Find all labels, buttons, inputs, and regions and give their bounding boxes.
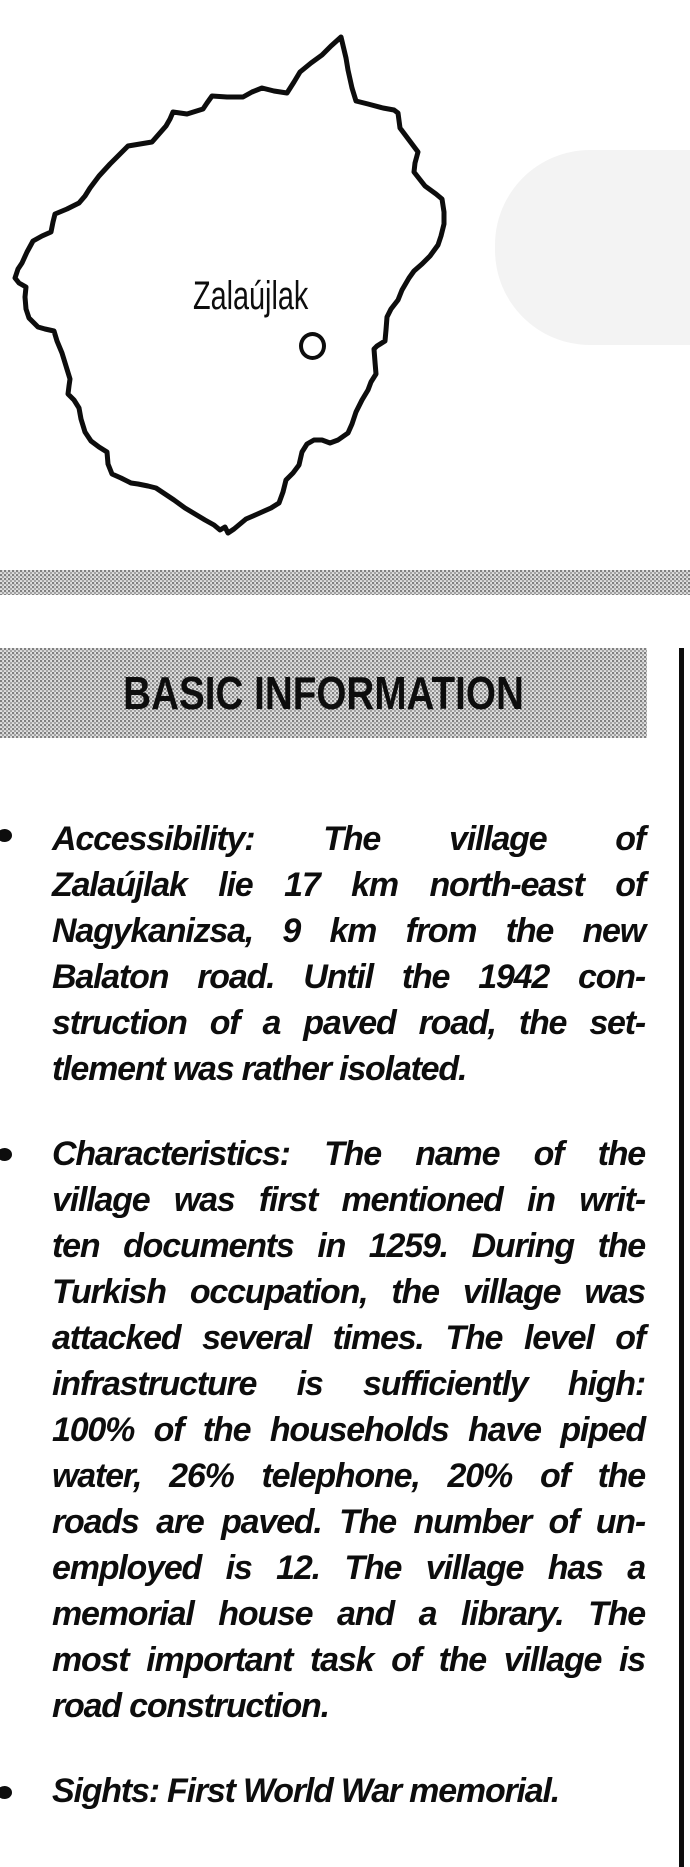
text-line: memorial house and a library. The xyxy=(52,1595,645,1633)
text-line: Zalaújlak lie 17 km north-east of xyxy=(52,866,645,904)
text-line: Accessibility: The village of xyxy=(52,820,645,858)
text-line: road construction. xyxy=(52,1687,329,1725)
bullet-dot-icon xyxy=(0,1148,12,1161)
text-line: water, 26% telephone, 20% of the xyxy=(52,1457,645,1495)
bullet-item-characteristics xyxy=(0,1131,645,1729)
column-divider-rule xyxy=(679,648,684,1867)
paragraph-text xyxy=(52,816,645,1092)
basic-information-header xyxy=(0,648,647,738)
text-line: ten documents in 1259. During the xyxy=(52,1227,645,1265)
text-line: 100% of the households have piped xyxy=(52,1411,645,1449)
text-line: employed is 12. The village has a xyxy=(52,1549,645,1587)
bullet-dot-icon xyxy=(0,1786,12,1799)
text-line: Sights: First World War memorial. xyxy=(52,1772,560,1810)
bullet-item-accessibility xyxy=(0,816,645,1092)
village-location-map xyxy=(0,0,690,560)
text-line: Turkish occupation, the village was xyxy=(52,1273,645,1311)
section-divider-bar xyxy=(0,570,690,595)
village-boundary-outline xyxy=(0,0,690,560)
text-line: Balaton road. Until the 1942 con- xyxy=(52,958,645,996)
bullet-item-sights xyxy=(0,1768,645,1814)
text-line: Nagykanizsa, 9 km from the new xyxy=(52,912,645,950)
text-line: roads are paved. The number of un- xyxy=(52,1503,645,1541)
text-line: village was first mentioned in writ- xyxy=(52,1181,645,1219)
bullet-dot-icon xyxy=(0,829,12,842)
text-line: Characteristics: The name of the xyxy=(52,1135,645,1173)
paragraph-text xyxy=(52,1131,645,1729)
village-name-label: Zalaújlak xyxy=(193,274,309,318)
text-line: attacked several times. The level of xyxy=(52,1319,645,1357)
paragraph-text xyxy=(52,1768,645,1814)
text-line: infrastructure is sufficiently high: xyxy=(52,1365,645,1403)
text-line: tlement was rather isolated. xyxy=(52,1050,467,1088)
text-line: struction of a paved road, the set- xyxy=(52,1004,645,1042)
text-line: most important task of the village is xyxy=(52,1641,645,1679)
village-location-marker xyxy=(299,332,326,360)
section-title: BASIC INFORMATION xyxy=(123,667,524,719)
